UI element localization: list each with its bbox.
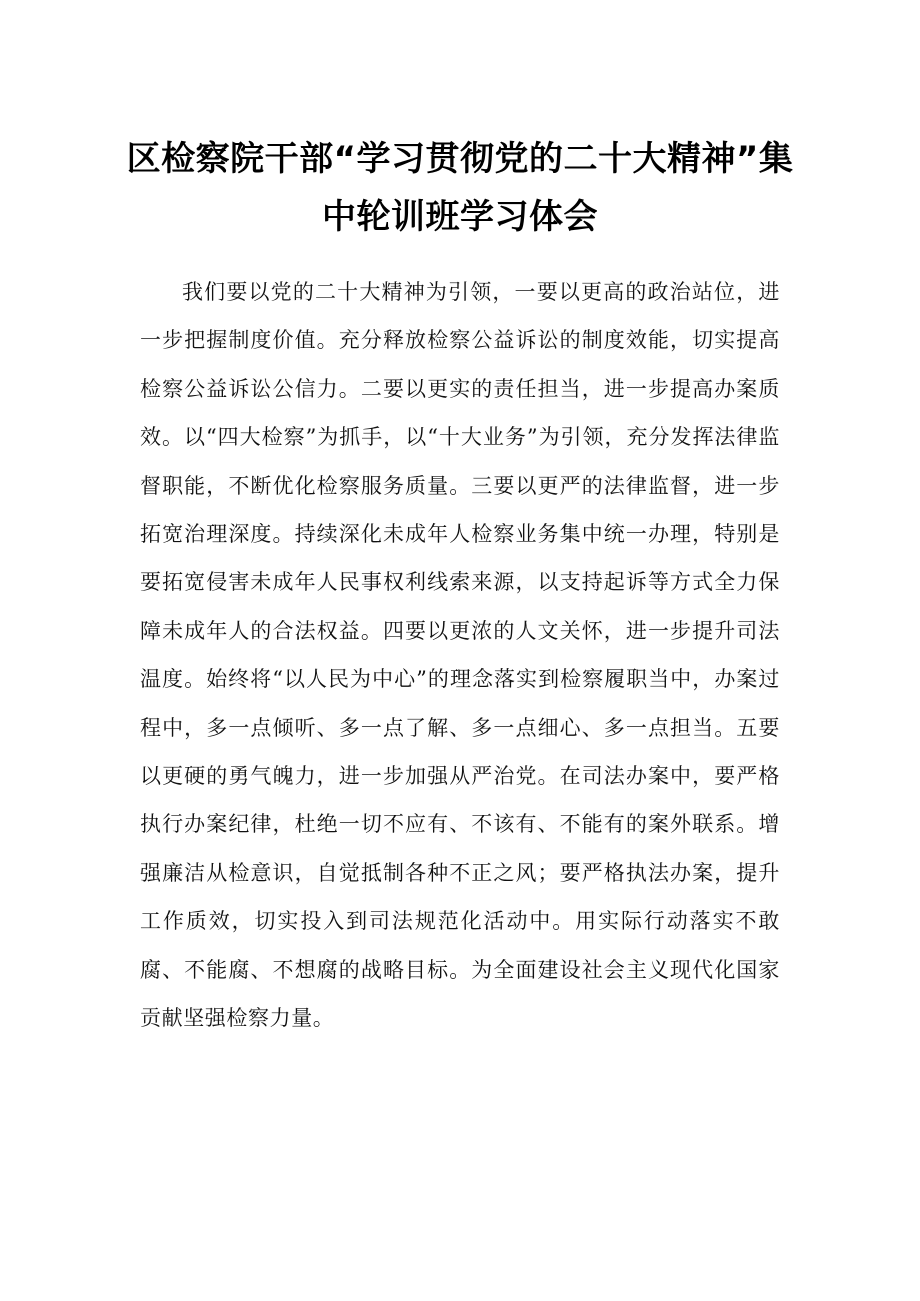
body-paragraph: 我们要以党的二十大精神为引领，一要以更高的政治站位，进一步把握制度价值。充分释放检察公益诉讼的制度效能，切实提高检察公益诉讼公信力。二要以更实的责任担当，进一步提高办案质效。以“四大检察”为抓手，以“十大业务”为引领，充分发挥法律监督职能，不断优化检察服务质量。三要以更严的法律监督，进一步拓宽治理深度。持续深化未成年人检察业务集中统一办理，特别是要拓宽侵害未成年人民事权利线索来源，以支持起诉等方式全力保障未成年人的合法权益。四要以更浓的人文关怀，进一步提升司法温度。始终将“以人民为中心”的理念落实到检察履职当中，办案过程中，多一点倾听、多一点了解、多一点细心、多一点担当。五要以更硬的勇气魄力，进一步加强从严治党。在司法办案中，要严格执行办案纪律，杜绝一切不应有、不该有、不能有的案外联系。增强廉洁从检意识，自觉抵制各种不正之风；要严格执法办案，提升工作质效，切实投入到司法规范化活动中。用实际行动落实不敢腐、不能腐、不想腐的战略目标。为全面建设社会主义现代化国家贡献坚强检察力量。: [140, 280, 780, 1031]
document-title: [120, 130, 800, 246]
document-title-line-2: 中轮训班学习体会: [322, 197, 598, 237]
document-title-line-1: 区检察院干部“学习贯彻党的二十大精神”集: [126, 139, 794, 179]
